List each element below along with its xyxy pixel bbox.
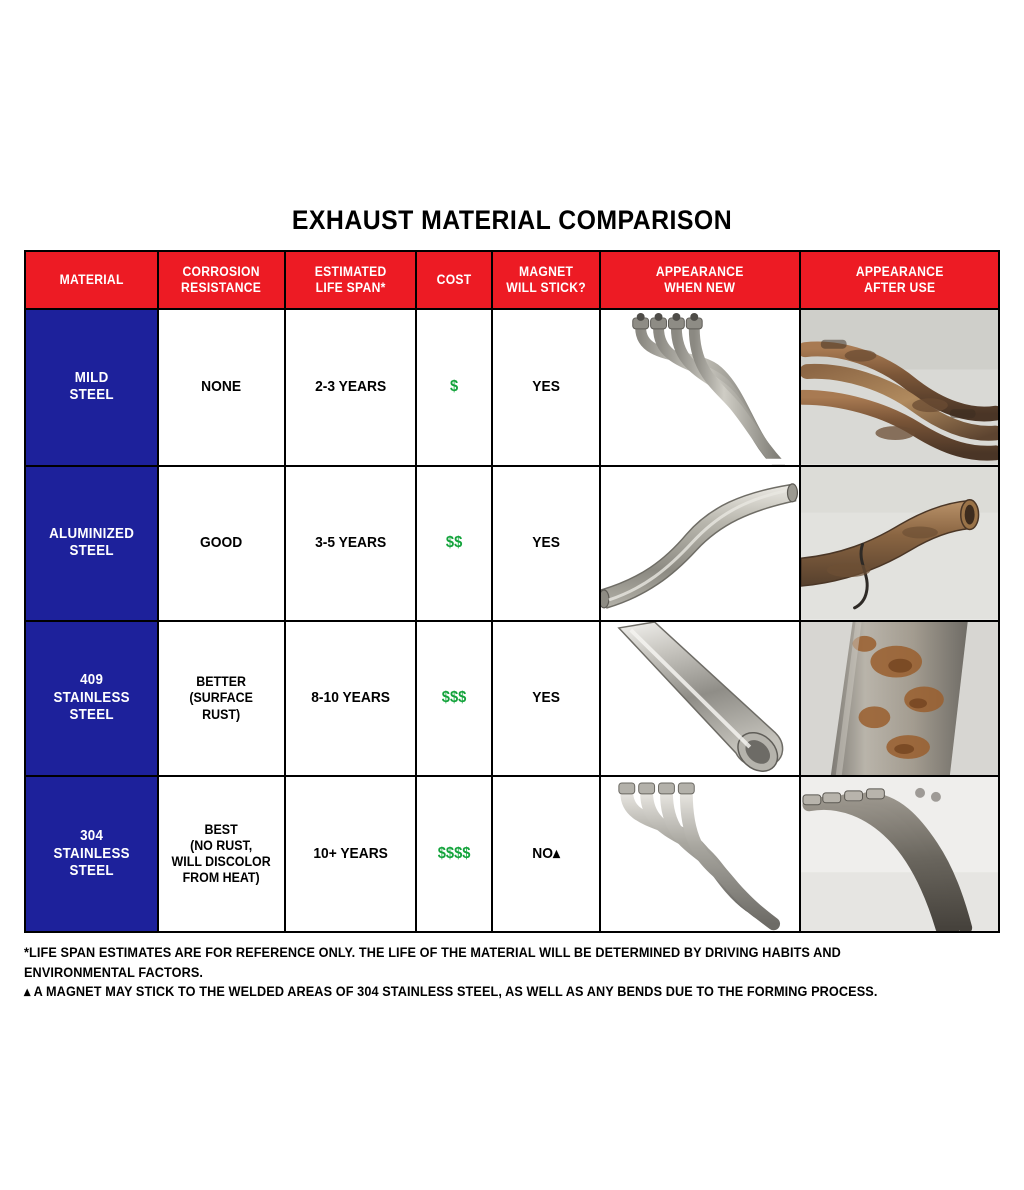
table-row xyxy=(25,466,999,621)
bent-pipe-icon xyxy=(601,467,798,620)
surface-rust-pipe-icon xyxy=(801,622,998,776)
aluminized-steel-pipe-rusted-photo xyxy=(801,467,998,620)
409-stainless-pipe-new-photo xyxy=(601,622,798,776)
header-pipes-icon xyxy=(601,310,798,465)
cell-lifespan-mild-steel: 2-3 YEARS xyxy=(285,309,416,466)
photo-409-stainless-new xyxy=(600,621,799,777)
mild-steel-headers-new-photo xyxy=(601,310,798,465)
cell-corrosion-mild-steel: NONE xyxy=(158,309,284,466)
photo-aluminized-steel-used xyxy=(800,466,999,621)
photo-aluminized-steel-new xyxy=(600,466,799,621)
column-header-appearance-when-new: APPEARANCE WHEN NEW xyxy=(600,251,799,309)
column-header-material: MATERIAL xyxy=(25,251,158,309)
aluminized-steel-bent-pipe-new-photo xyxy=(601,467,798,620)
cell-lifespan-304-stainless-steel: 10+ YEARS xyxy=(285,776,416,932)
footnotes xyxy=(24,943,1000,1002)
photo-304-stainless-used xyxy=(800,776,999,932)
chart-title: EXHAUST MATERIAL COMPARISON xyxy=(291,205,733,235)
cell-magnet-409-stainless-steel: YES xyxy=(492,621,600,777)
column-header-corrosion-resistance: CORROSION RESISTANCE xyxy=(158,251,284,309)
cell-material-mild-steel: MILD STEEL xyxy=(25,309,158,466)
cell-lifespan-409-stainless-steel: 8-10 YEARS xyxy=(285,621,416,777)
photo-mild-steel-used xyxy=(800,309,999,466)
cell-corrosion-409-stainless-steel: BETTER (SURFACE RUST) xyxy=(158,621,284,777)
table-row xyxy=(25,621,999,777)
cell-corrosion-aluminized-steel: GOOD xyxy=(158,466,284,621)
comparison-chart xyxy=(24,205,1000,1002)
column-header-appearance-after-use: APPEARANCE AFTER USE xyxy=(800,251,999,309)
cell-magnet-304-stainless-steel: NO▴ xyxy=(492,776,600,932)
table-row xyxy=(25,309,999,466)
304-stainless-headers-new-photo xyxy=(601,777,798,931)
rusted-header-pipes-icon xyxy=(801,310,998,465)
photo-mild-steel-new xyxy=(600,309,799,466)
footnote-lifespan: *LIFE SPAN ESTIMATES ARE FOR REFERENCE ONLY. THE LIFE OF THE MATERIAL WILL BE DETERMINED BY DRIVING HABITS AND ENVIRONMENTAL FACTORS. xyxy=(24,945,841,980)
cell-magnet-aluminized-steel: YES xyxy=(492,466,600,621)
column-header-cost: COST xyxy=(416,251,492,309)
exhaust-material-comparison-table xyxy=(24,250,1000,933)
cell-lifespan-aluminized-steel: 3-5 YEARS xyxy=(285,466,416,621)
table-header-row xyxy=(25,251,999,309)
cell-material-aluminized-steel: ALUMINIZED STEEL xyxy=(25,466,158,621)
cell-cost-304-stainless-steel: $$$$ xyxy=(416,776,492,932)
straight-pipe-icon xyxy=(601,622,798,776)
304-stainless-headers-discolored-photo xyxy=(801,777,998,931)
cell-corrosion-304-stainless-steel: BEST (NO RUST, WILL DISCOLOR FROM HEAT) xyxy=(158,776,284,932)
cell-magnet-mild-steel: YES xyxy=(492,309,600,466)
cell-material-409-stainless-steel: 409 STAINLESS STEEL xyxy=(25,621,158,777)
mild-steel-headers-rusted-photo xyxy=(801,310,998,465)
rusted-muffler-pipe-icon xyxy=(801,467,998,620)
photo-409-stainless-used xyxy=(800,621,999,777)
cell-cost-mild-steel: $ xyxy=(416,309,492,466)
column-header-estimated-life-span: ESTIMATED LIFE SPAN* xyxy=(285,251,416,309)
discolored-header-pipes-icon xyxy=(801,777,998,931)
cell-cost-409-stainless-steel: $$$ xyxy=(416,621,492,777)
cell-cost-aluminized-steel: $$ xyxy=(416,466,492,621)
footnote-magnet: ▴ A MAGNET MAY STICK TO THE WELDED AREAS OF 304 STAINLESS STEEL, AS WELL AS ANY BENDS DUE TO THE FORMING PROCESS. xyxy=(24,984,878,1000)
409-stainless-surface-rust-photo xyxy=(801,622,998,776)
stainless-header-pipes-icon xyxy=(601,777,798,931)
photo-304-stainless-new xyxy=(600,776,799,932)
column-header-magnet-will-stick: MAGNET WILL STICK? xyxy=(492,251,600,309)
table-row xyxy=(25,776,999,932)
cell-material-304-stainless-steel: 304 STAINLESS STEEL xyxy=(25,776,158,932)
